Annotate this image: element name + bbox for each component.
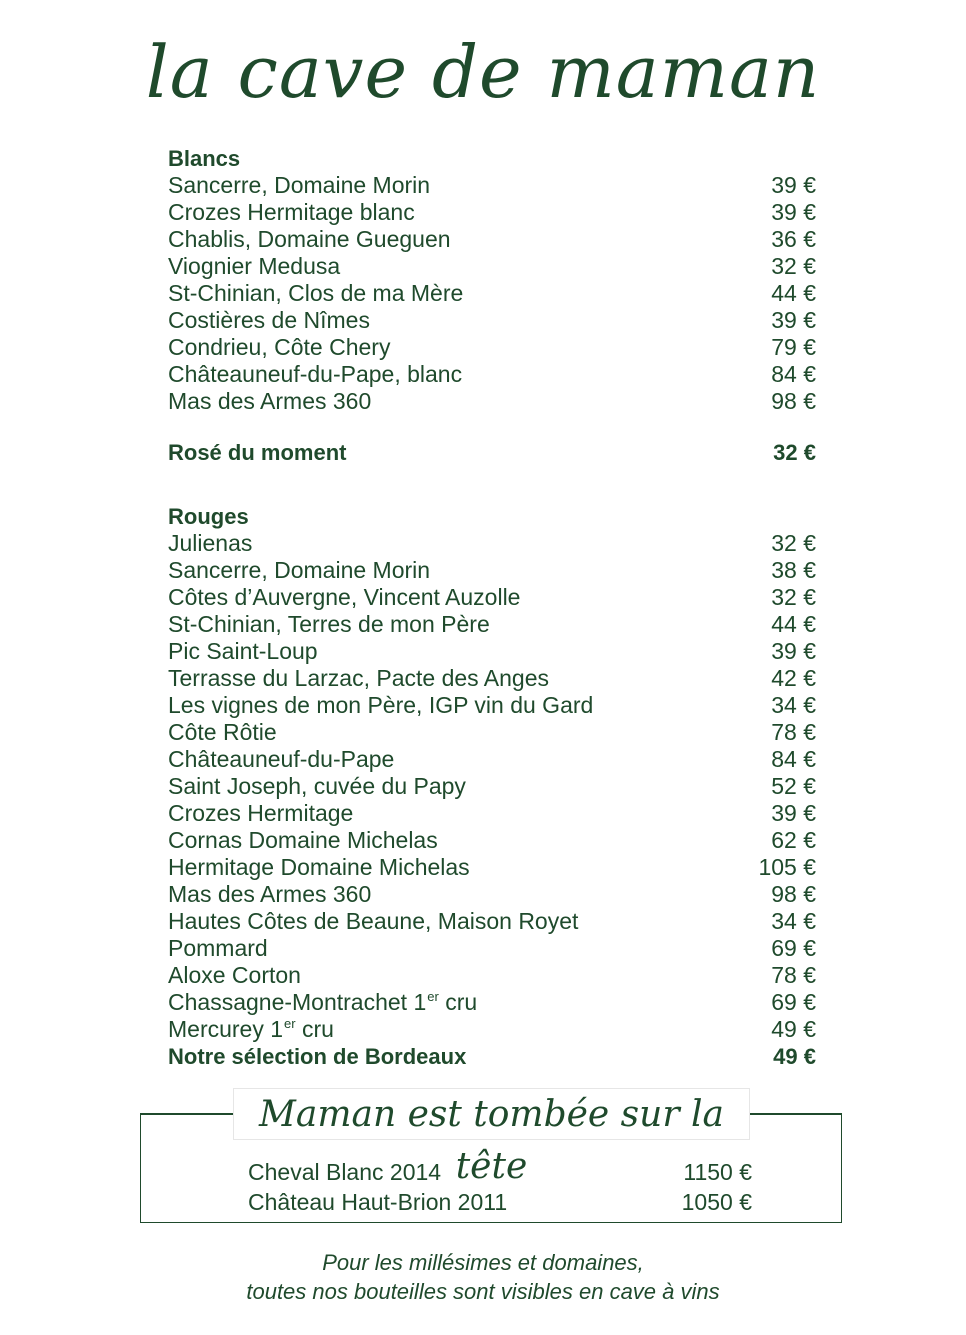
wine-row: [168, 307, 816, 334]
wine-price: 62 €: [771, 827, 816, 853]
wine-price: 32 €: [771, 253, 816, 279]
wine-name: Côte Rôtie: [168, 719, 277, 745]
wine-row: [168, 1043, 816, 1070]
wine-name: Pic Saint-Loup: [168, 638, 318, 664]
wine-name: Rosé du moment: [168, 440, 347, 465]
wine-price: 32 €: [773, 440, 816, 465]
wine-row: [248, 1157, 752, 1187]
wine-row: [168, 253, 816, 280]
box-border-right: [750, 1113, 842, 1115]
rouges-section: [168, 503, 816, 1070]
wine-price: 44 €: [771, 611, 816, 637]
wine-row: [168, 692, 816, 719]
wine-name-superscript: er: [427, 989, 439, 1005]
blancs-list: [168, 172, 816, 415]
wine-price: 34 €: [771, 692, 816, 718]
wine-row: [168, 962, 816, 989]
wine-name: Mas des Armes 360: [168, 388, 372, 414]
wine-row: [168, 989, 816, 1016]
wine-name: Julienas: [168, 530, 253, 556]
wine-row: [168, 827, 816, 854]
wine-row: [168, 280, 816, 307]
wine-name: Viognier Medusa: [168, 253, 341, 279]
wine-name: Cheval Blanc 2014: [248, 1159, 442, 1185]
page-title: la cave de maman: [145, 30, 821, 114]
special-selection-list: [248, 1157, 752, 1217]
wine-price: 98 €: [771, 388, 816, 414]
wine-price: 49 €: [771, 1016, 816, 1042]
wine-row: [168, 746, 816, 773]
wine-row: [168, 1016, 816, 1043]
wine-row: [168, 530, 816, 557]
wine-price: 78 €: [771, 962, 816, 988]
wine-price: 69 €: [771, 989, 816, 1015]
wine-name: St-Chinian, Clos de ma Mère: [168, 280, 464, 306]
wine-row: [168, 584, 816, 611]
wine-price: 39 €: [771, 172, 816, 198]
wine-name: Saint Joseph, cuvée du Papy: [168, 773, 466, 799]
wine-row: [168, 854, 816, 881]
wine-price: 32 €: [771, 584, 816, 610]
wine-name: Aloxe Corton: [168, 962, 301, 988]
wine-price: 44 €: [771, 280, 816, 306]
wine-name: Châteauneuf-du-Pape, blanc: [168, 361, 463, 387]
wine-name: Notre sélection de Bordeaux: [168, 1044, 467, 1069]
wine-name: Chassagne-Montrachet 1er cru: [168, 989, 478, 1015]
wine-price: 42 €: [771, 665, 816, 691]
wine-name: Crozes Hermitage blanc: [168, 199, 415, 225]
wine-row: [168, 773, 816, 800]
special-selection-title: Maman est tombée sur la tête: [233, 1088, 750, 1140]
wine-name: Mercurey 1er cru: [168, 1016, 334, 1042]
wine-row: [168, 172, 816, 199]
wine-row: [168, 881, 816, 908]
footer-note: [0, 1248, 966, 1306]
wine-price: 52 €: [771, 773, 816, 799]
wine-row: [168, 800, 816, 827]
rose-section: [168, 439, 816, 466]
footer-line-1: Pour les millésimes et domaines,: [322, 1250, 644, 1275]
wine-row: [168, 908, 816, 935]
wine-price: 49 €: [773, 1044, 816, 1069]
wine-name: Château Haut-Brion 2011: [248, 1189, 508, 1215]
wine-price: 1150 €: [683, 1159, 752, 1185]
wine-row: [168, 665, 816, 692]
wine-row: [168, 226, 816, 253]
wine-name: Condrieu, Côte Chery: [168, 334, 391, 360]
wine-price: 39 €: [771, 307, 816, 333]
wine-name: Hautes Côtes de Beaune, Maison Royet: [168, 908, 579, 934]
wine-row: [168, 361, 816, 388]
wine-name: Sancerre, Domaine Morin: [168, 172, 431, 198]
wine-name: Terrasse du Larzac, Pacte des Anges: [168, 665, 549, 691]
wine-price: 39 €: [771, 800, 816, 826]
wine-row: [168, 334, 816, 361]
wine-name: Les vignes de mon Père, IGP vin du Gard: [168, 692, 594, 718]
wine-name-superscript: er: [284, 1016, 296, 1032]
rouges-list: [168, 530, 816, 1070]
wine-row: [168, 611, 816, 638]
section-heading-rouges: Rouges: [168, 504, 249, 529]
wine-price: 1050 €: [681, 1189, 752, 1215]
wine-price: 84 €: [771, 361, 816, 387]
wine-price: 78 €: [771, 719, 816, 745]
wine-price: 84 €: [771, 746, 816, 772]
wine-row: [168, 719, 816, 746]
wine-price: 98 €: [771, 881, 816, 907]
wine-row: [168, 935, 816, 962]
wine-name: Mas des Armes 360: [168, 881, 372, 907]
wine-row-rose: [168, 439, 816, 466]
wine-row: [248, 1187, 752, 1217]
wine-price: 34 €: [771, 908, 816, 934]
blancs-section: [168, 145, 816, 415]
wine-price: 79 €: [771, 334, 816, 360]
wine-row: [168, 388, 816, 415]
wine-name: Cornas Domaine Michelas: [168, 827, 438, 853]
wine-price: 32 €: [771, 530, 816, 556]
wine-name: Chablis, Domaine Gueguen: [168, 226, 451, 252]
wine-price: 38 €: [771, 557, 816, 583]
wine-name: Hermitage Domaine Michelas: [168, 854, 470, 880]
wine-price: 69 €: [771, 935, 816, 961]
wine-price: 39 €: [771, 199, 816, 225]
wine-name: Crozes Hermitage: [168, 800, 354, 826]
footer-line-2: toutes nos bouteilles sont visibles en cave à vins: [246, 1279, 720, 1304]
section-heading-blancs: Blancs: [168, 146, 241, 171]
wine-name: Côtes d’Auvergne, Vincent Auzolle: [168, 584, 521, 610]
wine-name: Pommard: [168, 935, 268, 961]
wine-price: 36 €: [771, 226, 816, 252]
wine-name: St-Chinian, Terres de mon Père: [168, 611, 490, 637]
wine-price: 39 €: [771, 638, 816, 664]
wine-row: [168, 638, 816, 665]
wine-row: [168, 557, 816, 584]
wine-name: Costières de Nîmes: [168, 307, 370, 333]
wine-price: 105 €: [758, 854, 816, 880]
box-border-left: [140, 1113, 233, 1115]
wine-row: [168, 199, 816, 226]
wine-name: Sancerre, Domaine Morin: [168, 557, 431, 583]
wine-name: Châteauneuf-du-Pape: [168, 746, 395, 772]
